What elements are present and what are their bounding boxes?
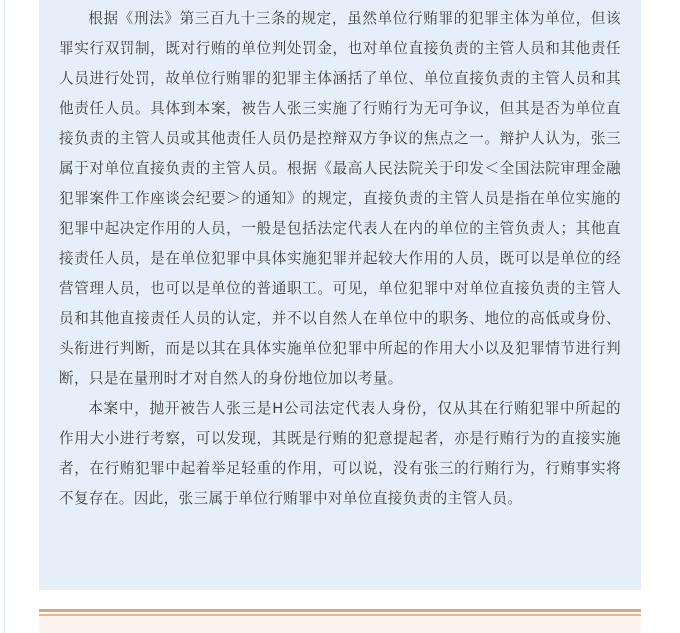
- paragraph-1: 根据《刑法》第三百九十三条的规定，虽然单位行贿罪的犯罪主体为单位，但该罪实行双罚制，既对行贿的单位判处罚金，也对单位直接负责的主管人员和其他责任人员进行处罚，故单位行贿罪的犯罪主体涵括了单位、单位直接负责的主管人员和其他责任人员。具体到本案，被告人张三实施了行贿行为无可争议，但其是否为单位直接负责的主管人员或其他责任人员仍是控辩双方争议的焦点之一。辩护人认为，张三属于对单位直接负责的主管人员。根据《最高人民法院关于印发＜全国法院审理金融犯罪案件工作座谈会纪要＞的通知》的规定，直接负责的主管人员是指在单位实施的犯罪中起决定作用的人员，一般是包括法定代表人在内的单位的主管负责人；其他直接责任人员，是在单位犯罪中具体实施犯罪并起较大作用的人员，既可以是单位的经营管理人员，也可以是单位的普通职工。可见，单位犯罪中对单位直接负责的主管人员和其他直接责任人员的认定，并不以自然人在单位中的职务、地位的高低或身份、头衔进行判断，而是以其在具体实施单位犯罪中所起的作用大小以及犯罪情节进行判断，只是在量刑时才对自然人的身份地位加以考量。: [59, 10, 621, 387]
- next-section-panel: [39, 616, 641, 633]
- paragraph-2: 本案中，抛开被告人张三是H公司法定代表人身份，仅从其在行贿犯罪中所起的作用大小进行考察，可以发现，其既是行贿的犯意提起者，亦是行贿行为的直接实施者，在行贿犯罪中起着举足轻重的作用，可以说，没有张三的行贿行为，行贿事实将不复存在。因此，张三属于单位行贿罪中对单位直接负责的主管人员。: [59, 400, 621, 507]
- article-content-box: [39, 0, 641, 590]
- left-border-line: [4, 0, 5, 633]
